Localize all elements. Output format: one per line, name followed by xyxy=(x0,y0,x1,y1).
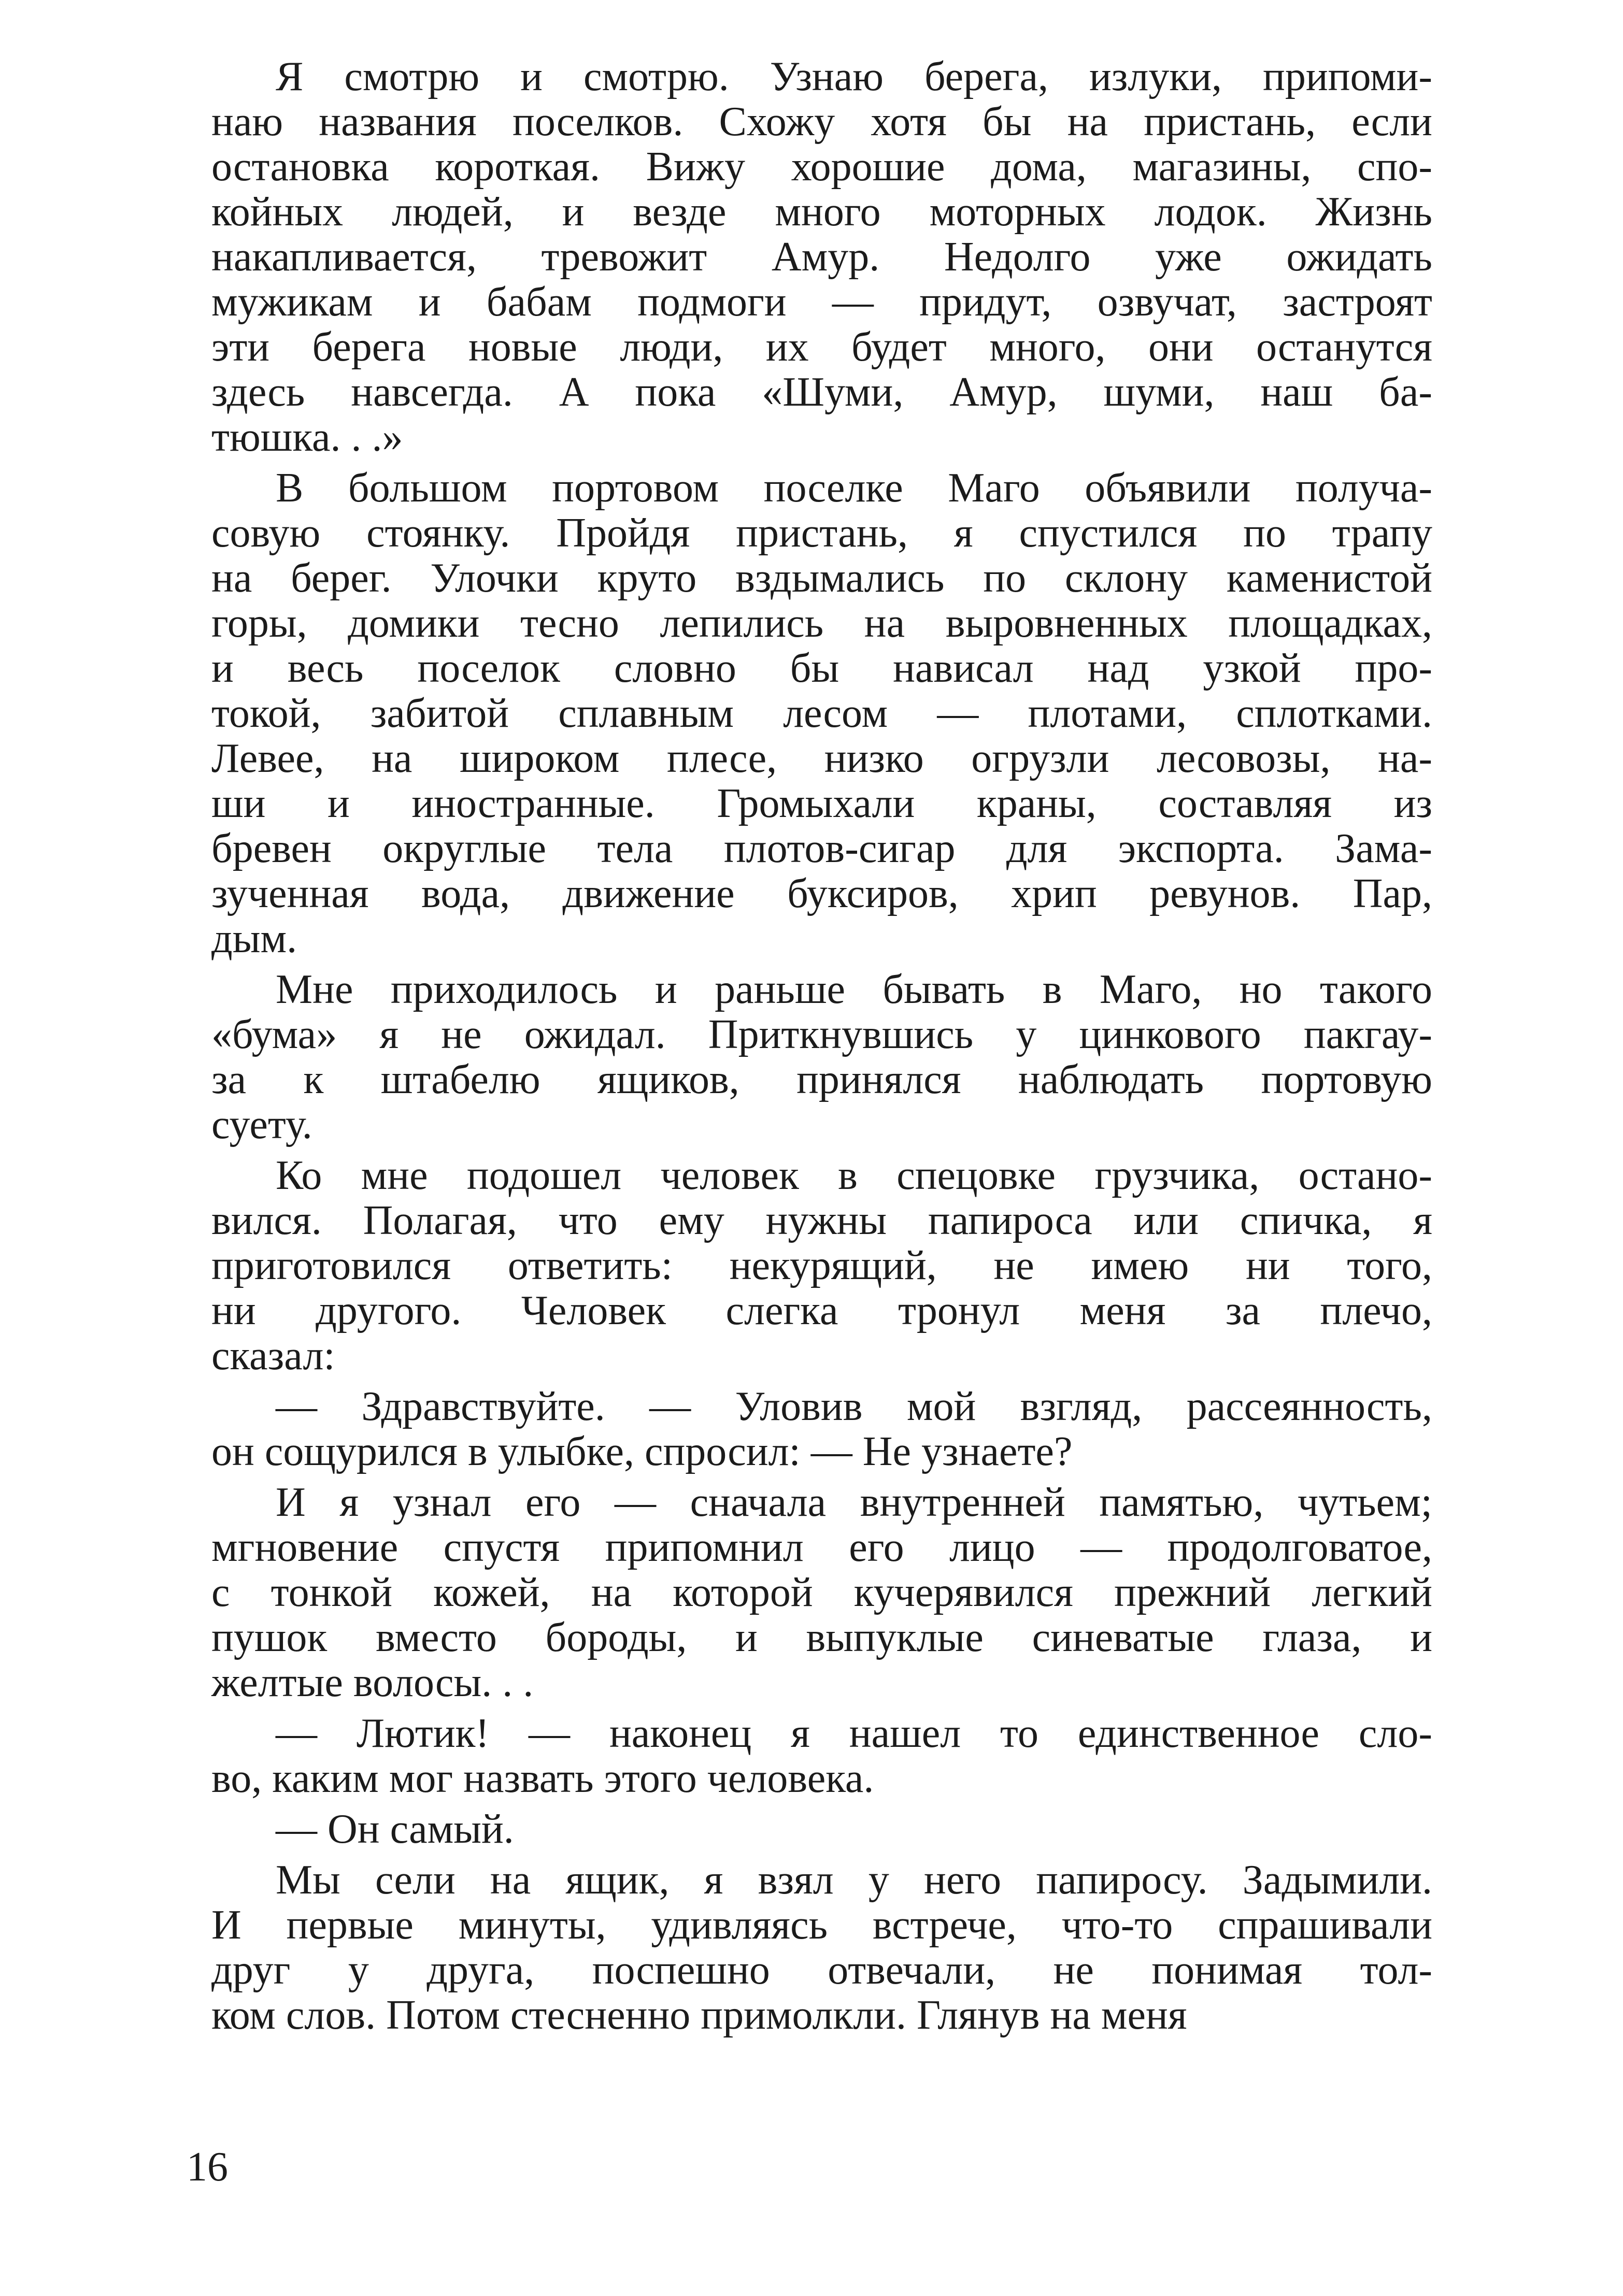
paragraph xyxy=(211,1480,1432,1705)
text-line: остановка короткая. Вижу хорошие дома, магазины, спо- xyxy=(211,144,1432,190)
body-text xyxy=(211,54,1432,2044)
text-line: Левее, на широком плесе, низко огрузли лесовозы, на- xyxy=(211,736,1432,781)
paragraph xyxy=(211,1807,1432,1852)
text-line: зученная вода, движение буксиров, хрип ревунов. Пар, xyxy=(211,871,1432,916)
paragraph xyxy=(211,967,1432,1147)
text-line: — Лютик! — наконец я нашел то единственное сло- xyxy=(276,1711,1432,1756)
paragraph xyxy=(211,466,1432,962)
text-line: И первые минуты, удивляясь встрече, что-то спрашивали xyxy=(211,1902,1432,1948)
text-line: токой, забитой сплавным лесом — плотами, сплотками. xyxy=(211,691,1432,736)
text-line: Мы сели на ящик, я взял у него папиросу. Задымили. xyxy=(276,1857,1432,1903)
text-line: горы, домики тесно лепились на выровненных площадках, xyxy=(211,600,1432,646)
paragraph xyxy=(211,1153,1432,1379)
text-line: мужикам и бабам подмоги — придут, озвучат, застроят xyxy=(211,279,1432,325)
text-line: И я узнал его — сначала внутренней памятью, чутьем; xyxy=(276,1480,1432,1525)
paragraph xyxy=(211,1384,1432,1474)
text-line: дым. xyxy=(211,916,297,962)
text-line: В большом портовом поселке Маго объявили получа- xyxy=(276,465,1432,511)
paragraph xyxy=(211,1858,1432,2038)
text-line: и весь поселок словно бы нависал над узкой про- xyxy=(211,645,1432,691)
text-line: Мне приходилось и раньше бывать в Маго, но такого xyxy=(276,967,1432,1012)
text-line: ши и иностранные. Громыхали краны, составляя из xyxy=(211,781,1432,826)
text-line: приготовился ответить: некурящий, не имею ни того, xyxy=(211,1243,1432,1288)
paragraph xyxy=(211,54,1432,460)
text-line: пушок вместо бороды, и выпуклые синеватые глаза, и xyxy=(211,1615,1432,1660)
text-line: за к штабелю ящиков, принялся наблюдать портовую xyxy=(211,1057,1432,1102)
text-line: здесь навсегда. А пока «Шуми, Амур, шуми, наш ба- xyxy=(211,369,1432,415)
text-line: суету. xyxy=(211,1102,312,1147)
text-line: накапливается, тревожит Амур. Недолго уже ожидать xyxy=(211,234,1432,280)
text-line: во, каким мог назвать этого человека. xyxy=(211,1756,874,1801)
text-line: друг у друга, поспешно отвечали, не понимая тол- xyxy=(211,1947,1432,1993)
text-line: он сощурился в улыбке, спросил: — Не узнаете? xyxy=(211,1429,1073,1474)
text-line: тюшка. . .» xyxy=(211,414,403,460)
text-line: бревен округлые тела плотов-сигар для экспорта. Зама- xyxy=(211,826,1432,871)
text-line: мгновение спустя припомнил его лицо — продолговатое, xyxy=(211,1525,1432,1570)
text-line: совую стоянку. Пройдя пристань, я спустился по трапу xyxy=(211,510,1432,556)
paragraph xyxy=(211,1711,1432,1801)
text-line: эти берега новые люди, их будет много, они останутся xyxy=(211,324,1432,370)
text-line: «бума» я не ожидал. Приткнувшись у цинкового пакгау- xyxy=(211,1012,1432,1057)
text-line: ком слов. Потом стесненно примолкли. Глянув на меня xyxy=(211,1992,1187,2038)
text-line: вился. Полагая, что ему нужны папироса или спичка, я xyxy=(211,1198,1432,1243)
text-line: сказал: xyxy=(211,1333,335,1379)
text-line: — Он самый. xyxy=(276,1806,514,1852)
page-number: 16 xyxy=(187,2144,228,2190)
text-line: Ко мне подошел человек в спецовке грузчика, остано- xyxy=(276,1153,1432,1198)
text-line: наю названия поселков. Схожу хотя бы на пристань, если xyxy=(211,99,1432,145)
text-line: Я смотрю и смотрю. Узнаю берега, излуки, припоми- xyxy=(276,54,1432,99)
text-line: с тонкой кожей, на которой кучерявился прежний легкий xyxy=(211,1570,1432,1615)
text-line: ни другого. Человек слегка тронул меня за плечо, xyxy=(211,1288,1432,1333)
text-line: — Здравствуйте. — Уловив мой взгляд, рассеянность, xyxy=(276,1384,1432,1429)
text-line: койных людей, и везде много моторных лодок. Жизнь xyxy=(211,189,1432,235)
text-line: желтые волосы. . . xyxy=(211,1660,534,1705)
text-line: на берег. Улочки круто вздымались по склону каменистой xyxy=(211,555,1432,601)
